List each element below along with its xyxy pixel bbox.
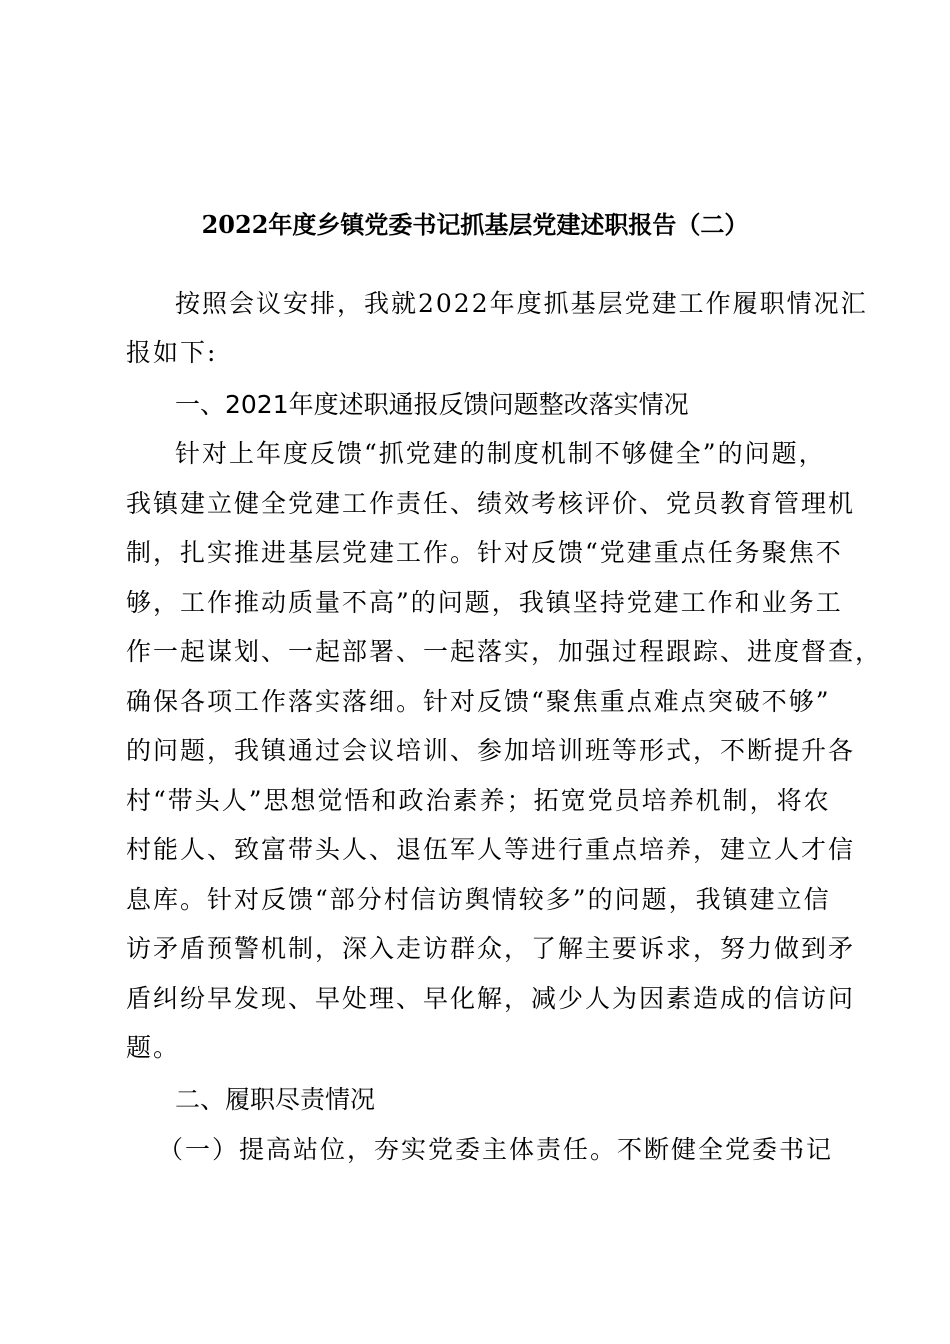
document-title: 2022年度乡镇党委书记抓基层党建述职报告（二）: [201, 210, 749, 239]
paragraph-line: 我镇建立健全党建工作责任、绩效考核评价、党员教育管理机: [126, 489, 856, 518]
section-heading: 二、履职尽责情况: [175, 1085, 376, 1114]
paragraph-line: 题。: [126, 1033, 181, 1062]
paragraph-line: 报如下:: [126, 338, 218, 367]
paragraph-line: 够，工作推动质量不高”的问题，我镇坚持党建工作和业务工: [126, 588, 843, 617]
paragraph-line: 村“带头人”思想觉悟和政治素养；拓宽党员培养机制，将农: [126, 786, 831, 815]
section-heading: 一、2021年度述职通报反馈问题整改落实情况: [175, 390, 689, 419]
paragraph-line: 作一起谋划、一起部署、一起落实，加强过程跟踪、进度督查，: [126, 637, 883, 666]
paragraph-line: 针对上年度反馈“抓党建的制度机制不够健全”的问题，: [175, 439, 826, 468]
paragraph-line: 访矛盾预警机制，深入走访群众，了解主要诉求，努力做到矛: [126, 934, 856, 963]
paragraph-line: 盾纠纷早发现、早处理、早化解，减少人为因素造成的信访问: [126, 984, 856, 1013]
paragraph-line: （一）提高站位，夯实党委主体责任。不断健全党委书记: [158, 1135, 834, 1164]
paragraph-line: 制，扎实推进基层党建工作。针对反馈“党建重点任务聚焦不: [126, 538, 843, 567]
paragraph-line: 按照会议安排，我就2022年度抓基层党建工作履职情况汇: [175, 289, 868, 318]
paragraph-line: 的问题，我镇通过会议培训、参加培训班等形式，不断提升各: [126, 736, 856, 765]
paragraph-line: 息库。针对反馈“部分村信访舆情较多”的问题，我镇建立信: [126, 885, 831, 914]
paragraph-line: 村能人、致富带头人、退伍军人等进行重点培养，建立人才信: [126, 835, 856, 864]
paragraph-line: 确保各项工作落实落细。针对反馈“聚焦重点难点突破不够”: [126, 687, 831, 716]
